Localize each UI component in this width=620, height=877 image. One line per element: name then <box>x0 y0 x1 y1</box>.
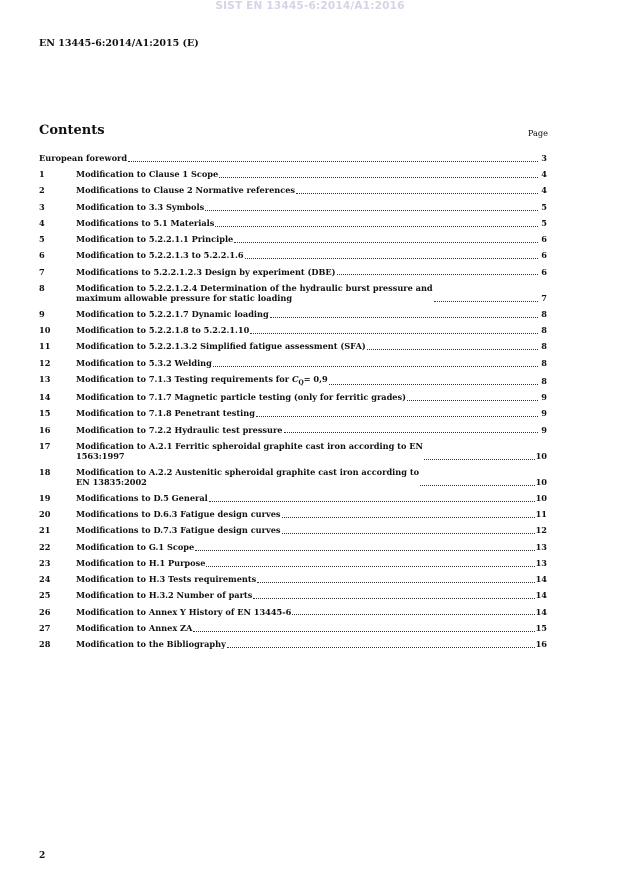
toc-entry-number: 28 <box>39 639 51 650</box>
toc-entry-page: 5 <box>541 217 547 228</box>
toc-entry-page: 8 <box>541 341 547 352</box>
toc-entry-title: Modification to 5.2.2.1.1 Principle <box>76 234 234 245</box>
dot-leader <box>284 432 538 433</box>
toc-entry-page: 6 <box>541 250 547 261</box>
toc-entry-number: 1 <box>39 169 45 180</box>
toc-entry-number: 7 <box>39 266 45 277</box>
toc-entry-page: 6 <box>541 234 547 245</box>
dot-leader <box>367 349 538 350</box>
toc-entry-page: 11 <box>535 509 547 520</box>
toc-entry-number: 26 <box>39 606 51 617</box>
toc-entry-page: 4 <box>541 169 547 180</box>
dot-leader <box>292 614 534 615</box>
dot-leader <box>337 274 538 275</box>
dot-leader <box>424 459 535 460</box>
toc-entry-page: 16 <box>535 639 547 650</box>
toc-entry[interactable] <box>39 251 547 261</box>
toc-entry-title: Modifications to D.6.3 Fatigue design curves <box>76 509 281 520</box>
toc-entry-title: Modification to 5.2.2.1.3.2 Simplified fatigue assessment (SFA) <box>76 341 366 352</box>
dot-leader <box>209 501 535 502</box>
page-number: 2 <box>39 851 46 861</box>
toc-entry-title: Modification to H.1 Purpose <box>76 557 206 568</box>
dot-leader <box>227 647 535 648</box>
toc-entry-number: 5 <box>39 234 45 245</box>
toc-entry-title: Modification to 5.3.2 Welding <box>76 357 212 368</box>
toc-entry-page: 13 <box>535 541 547 552</box>
toc-entry-page: 14 <box>535 590 547 601</box>
toc-entry-number: 14 <box>39 392 51 403</box>
dot-leader <box>270 317 538 318</box>
toc-entry[interactable] <box>39 326 547 336</box>
dot-leader <box>195 550 534 551</box>
toc-entry-number: 24 <box>39 574 51 585</box>
toc-entry[interactable] <box>39 526 547 536</box>
toc-entry-page: 5 <box>541 201 547 212</box>
toc-entry-page: 14 <box>535 606 547 617</box>
toc-entry-number: 8 <box>39 282 45 293</box>
toc-entry-title: Modification to A.2.2 Austenitic spheroidal graphite cast iron according to EN 13835:2002 <box>76 466 420 487</box>
toc-entry-page: 10 <box>535 476 547 487</box>
toc-entry[interactable] <box>39 442 547 462</box>
toc-entry[interactable] <box>39 235 547 245</box>
toc-entry-number: 15 <box>39 408 51 419</box>
toc-entry[interactable] <box>39 468 547 488</box>
toc-entry-title: Modification to Clause 1 Scope <box>76 169 219 180</box>
toc-entry-title: Modifications to 5.1 Materials <box>76 217 215 228</box>
dot-leader <box>213 366 538 367</box>
dot-leader <box>257 582 534 583</box>
dot-leader <box>253 598 534 599</box>
toc-entry-page: 4 <box>541 185 547 196</box>
toc-entry-number: 25 <box>39 590 51 601</box>
toc-entry[interactable] <box>39 284 547 304</box>
toc-entry[interactable] <box>39 640 547 650</box>
dot-leader <box>329 384 538 385</box>
dot-leader <box>128 161 538 162</box>
toc-entry[interactable] <box>39 494 547 504</box>
toc-entry-title: Modification to 5.2.2.1.3 to 5.2.2.1.6 <box>76 250 244 261</box>
toc-entry-number: 17 <box>39 440 51 451</box>
dot-leader <box>193 631 534 632</box>
contents-title: Contents <box>39 123 105 138</box>
toc-entry-page: 9 <box>541 424 547 435</box>
toc-entry-page: 14 <box>535 574 547 585</box>
toc-entry-title: Modification to Annex ZA <box>76 622 193 633</box>
toc-entry-number: 16 <box>39 424 51 435</box>
toc-entry-page: 7 <box>541 292 547 303</box>
toc-entry-number: 13 <box>39 373 51 384</box>
table-of-contents <box>39 154 547 656</box>
toc-entry[interactable] <box>39 575 547 585</box>
dot-leader <box>215 226 538 227</box>
toc-entry-title: Modification to H.3.2 Number of parts <box>76 590 253 601</box>
toc-entry-page: 10 <box>535 450 547 461</box>
toc-entry-page: 15 <box>535 622 547 633</box>
toc-entry-title: European foreword <box>39 153 128 163</box>
toc-entry-number: 18 <box>39 466 51 477</box>
toc-entry-number: 21 <box>39 525 51 536</box>
toc-entry-number: 19 <box>39 492 51 503</box>
toc-entry-title: Modification to 7.1.7 Magnetic particle testing (only for ferritic grades) <box>76 392 406 403</box>
toc-entry[interactable] <box>39 186 547 196</box>
toc-entry-page: 8 <box>541 357 547 368</box>
toc-entry-title: Modification to H.3 Tests requirements <box>76 574 257 585</box>
dot-leader <box>234 242 538 243</box>
toc-entry[interactable] <box>39 543 547 553</box>
page-column-label: Page <box>527 128 548 138</box>
toc-entry[interactable] <box>39 624 547 634</box>
toc-entry-number: 12 <box>39 357 51 368</box>
toc-entry-page: 9 <box>541 408 547 419</box>
watermark: SIST EN 13445-6:2014/A1:2016 <box>215 0 405 12</box>
toc-entry-number: 22 <box>39 541 51 552</box>
toc-entry-title: Modification to 7.2.2 Hydraulic test pressure <box>76 424 283 435</box>
toc-entry-number: 23 <box>39 557 51 568</box>
toc-entry-title-text: Modification to 7.1.3 Testing requirements for <box>76 373 292 384</box>
toc-entry-foreword[interactable] <box>39 154 547 164</box>
symbol-subscript: Q <box>298 379 304 387</box>
toc-entry-page: 13 <box>535 557 547 568</box>
toc-entry[interactable] <box>39 342 547 352</box>
toc-entry-number: 10 <box>39 325 51 336</box>
toc-entry-number: 3 <box>39 201 45 212</box>
toc-entry[interactable] <box>39 310 547 320</box>
symbol-variable: C <box>291 373 299 384</box>
dot-leader <box>420 485 535 486</box>
toc-entry[interactable] <box>39 375 547 387</box>
toc-entry-page: 8 <box>541 325 547 336</box>
toc-entry[interactable] <box>39 591 547 601</box>
toc-entry-title: Modification to 7.1.8 Penetrant testing <box>76 408 255 419</box>
toc-entry-number: 4 <box>39 217 45 228</box>
toc-entry-number: 2 <box>39 185 45 196</box>
document-id: EN 13445-6:2014/A1:2015 (E) <box>39 38 199 49</box>
dot-leader <box>256 416 538 417</box>
toc-entry[interactable] <box>39 170 547 180</box>
toc-entry[interactable] <box>39 510 547 520</box>
dot-leader <box>245 258 538 259</box>
toc-entry-page: 10 <box>535 492 547 503</box>
toc-entry[interactable] <box>39 426 547 436</box>
toc-entry[interactable] <box>39 268 547 278</box>
toc-entry-title: Modifications to 5.2.2.1.2.3 Design by experiment (DBE) <box>76 266 336 277</box>
toc-entry[interactable] <box>39 409 547 419</box>
toc-entry-number: 11 <box>39 341 51 352</box>
dot-leader <box>250 333 538 334</box>
toc-entry[interactable] <box>39 203 547 213</box>
dot-leader <box>219 177 538 178</box>
toc-entry-page: 6 <box>541 266 547 277</box>
toc-entry-page: 12 <box>535 525 547 536</box>
toc-entry-page: 9 <box>541 392 547 403</box>
toc-entry-title-text: = 0,9 <box>303 373 328 384</box>
toc-entry-title: Modification to 3.3 Symbols <box>76 201 205 212</box>
dot-leader <box>205 210 538 211</box>
toc-entry-number: 9 <box>39 308 45 319</box>
toc-entry-title: Modifications to Clause 2 Normative references <box>76 185 296 196</box>
dot-leader <box>296 193 538 194</box>
toc-entry-number: 20 <box>39 509 51 520</box>
toc-entry-page: 8 <box>541 308 547 319</box>
toc-entry-title: Modifications to D.5 General <box>76 492 208 503</box>
toc-entry[interactable] <box>39 219 547 229</box>
toc-entry[interactable] <box>39 359 547 369</box>
dot-leader <box>434 301 538 302</box>
toc-entry-title <box>76 375 328 387</box>
toc-entry-title: Modification to 5.2.2.1.2.4 Determination of the hydraulic burst pressure and maximum allowable pressure for static loading <box>76 282 433 303</box>
toc-entry-title: Modification to Annex Y History of EN 13445-6 <box>76 606 292 617</box>
toc-entry-title: Modification to the Bibliography <box>76 639 226 650</box>
toc-entry-page: 3 <box>541 153 547 163</box>
toc-entry[interactable] <box>39 608 547 618</box>
toc-entry-title: Modification to A.2.1 Ferritic spheroidal graphite cast iron according to EN 1563:1997 <box>76 440 423 461</box>
toc-entry-page: 8 <box>541 375 547 386</box>
dot-leader <box>206 566 534 567</box>
toc-entry[interactable] <box>39 393 547 403</box>
toc-entry-title: Modification to 5.2.2.1.7 Dynamic loading <box>76 308 269 319</box>
dot-leader <box>407 400 538 401</box>
toc-entry[interactable] <box>39 559 547 569</box>
toc-entry-title: Modification to 5.2.2.1.8 to 5.2.2.1.10 <box>76 325 250 336</box>
toc-entry-number: 6 <box>39 250 45 261</box>
toc-entry-title: Modifications to D.7.3 Fatigue design curves <box>76 525 281 536</box>
dot-leader <box>282 533 535 534</box>
toc-entry-number: 27 <box>39 622 51 633</box>
dot-leader <box>282 517 535 518</box>
toc-entry-title: Modification to G.1 Scope <box>76 541 195 552</box>
